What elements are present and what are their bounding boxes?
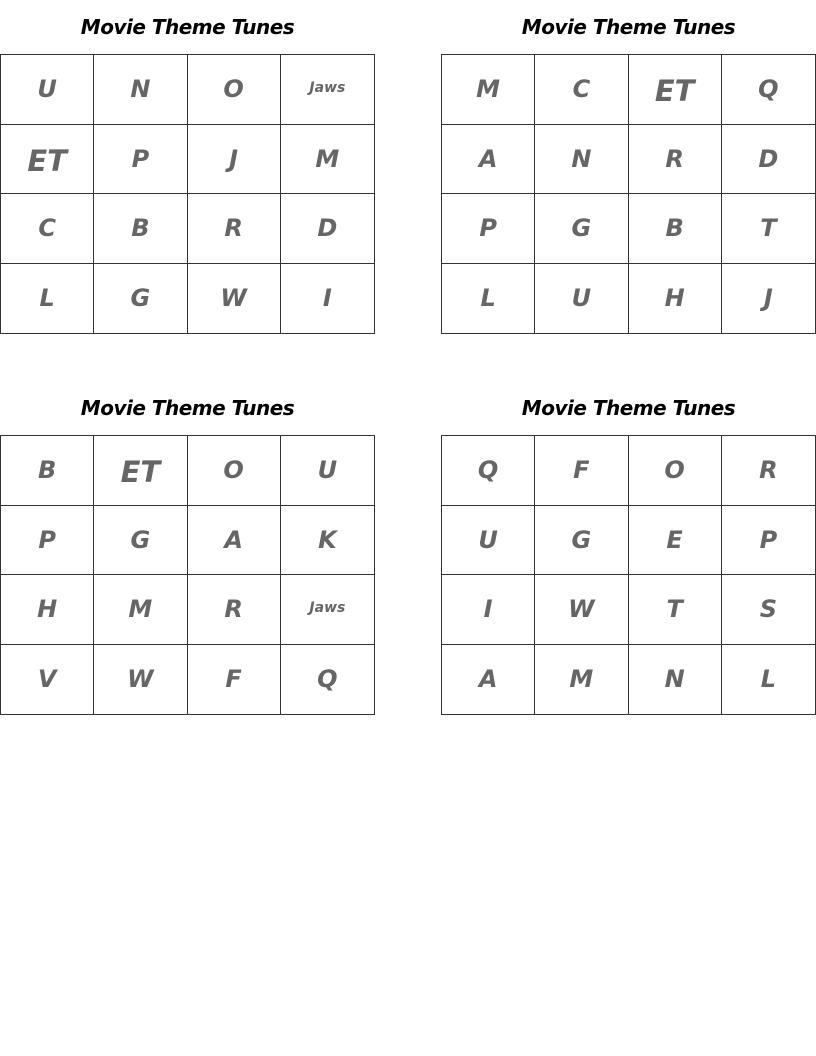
- bingo-cell: G: [94, 506, 187, 576]
- bingo-cell: P: [442, 194, 535, 264]
- bingo-cell: L: [1, 264, 94, 334]
- bingo-cell: H: [1, 575, 94, 645]
- bingo-cell: U: [1, 55, 94, 125]
- bingo-cell: L: [760, 665, 777, 694]
- bingo-cell: O: [629, 436, 722, 506]
- bingo-cell: ET: [629, 55, 722, 125]
- bingo-cell: B: [1, 436, 94, 506]
- bingo-cell: Q: [722, 55, 815, 125]
- bingo-cell: M: [535, 645, 628, 715]
- bingo-cell: H: [629, 264, 722, 334]
- bingo-grid: [0, 435, 375, 715]
- bingo-cell: W: [535, 575, 628, 645]
- bingo-grid: [0, 54, 375, 334]
- bingo-cell: A: [188, 506, 281, 576]
- bingo-cell: C: [535, 55, 628, 125]
- bingo-cell: ET: [94, 436, 187, 506]
- bingo-cell: M: [281, 125, 374, 195]
- bingo-cell: R: [188, 575, 281, 645]
- bingo-cell: P: [722, 506, 815, 576]
- bingo-cell: E: [629, 506, 722, 576]
- bingo-cell: N: [629, 645, 722, 715]
- bingo-cell: J: [188, 125, 281, 195]
- bingo-cell: R: [629, 125, 722, 195]
- bingo-grid: [441, 435, 816, 715]
- bingo-cell: F: [535, 436, 628, 506]
- bingo-cell: D: [722, 125, 815, 195]
- bingo-grid: [441, 54, 816, 334]
- card-title: Movie Theme Tunes: [80, 15, 295, 39]
- bingo-cell: G: [535, 194, 628, 264]
- bingo-cell: Q: [317, 665, 338, 694]
- bingo-cell: G: [94, 264, 187, 334]
- bingo-cell: S: [722, 575, 815, 645]
- card-title: Movie Theme Tunes: [521, 396, 736, 420]
- bingo-cell: A: [442, 125, 535, 195]
- bingo-cell: R: [722, 436, 815, 506]
- bingo-cell: P: [1, 506, 94, 576]
- bingo-cell: T: [629, 575, 722, 645]
- bingo-cell: C: [1, 194, 94, 264]
- bingo-cell: D: [281, 194, 374, 264]
- bingo-cell: A: [442, 645, 535, 715]
- bingo-cell: N: [94, 55, 187, 125]
- bingo-cell: U: [535, 264, 628, 334]
- bingo-cell: W: [188, 264, 281, 334]
- bingo-cell: T: [722, 194, 815, 264]
- card-title: Movie Theme Tunes: [80, 396, 295, 420]
- bingo-cell: B: [94, 194, 187, 264]
- bingo-cell: G: [535, 506, 628, 576]
- bingo-cell: V: [1, 645, 94, 715]
- bingo-cell: W: [94, 645, 187, 715]
- bingo-cell: K: [281, 506, 374, 576]
- bingo-cell: O: [188, 436, 281, 506]
- bingo-cell: F: [188, 645, 281, 715]
- bingo-cell: I: [442, 575, 535, 645]
- bingo-cell: Jaws: [281, 575, 374, 645]
- bingo-cell: P: [94, 125, 187, 195]
- bingo-cell: N: [535, 125, 628, 195]
- bingo-cell: M: [94, 575, 187, 645]
- bingo-cell: ET: [1, 125, 94, 195]
- bingo-cell: Jaws: [281, 55, 374, 125]
- bingo-cell: U: [281, 436, 374, 506]
- bingo-cell: B: [629, 194, 722, 264]
- bingo-cell: M: [442, 55, 535, 125]
- bingo-cell: O: [188, 55, 281, 125]
- bingo-cell: I: [322, 284, 332, 313]
- bingo-cell: Q: [442, 436, 535, 506]
- bingo-cell: L: [442, 264, 535, 334]
- bingo-cell: R: [188, 194, 281, 264]
- bingo-cell: J: [763, 284, 773, 313]
- bingo-cell: U: [442, 506, 535, 576]
- card-title: Movie Theme Tunes: [521, 15, 736, 39]
